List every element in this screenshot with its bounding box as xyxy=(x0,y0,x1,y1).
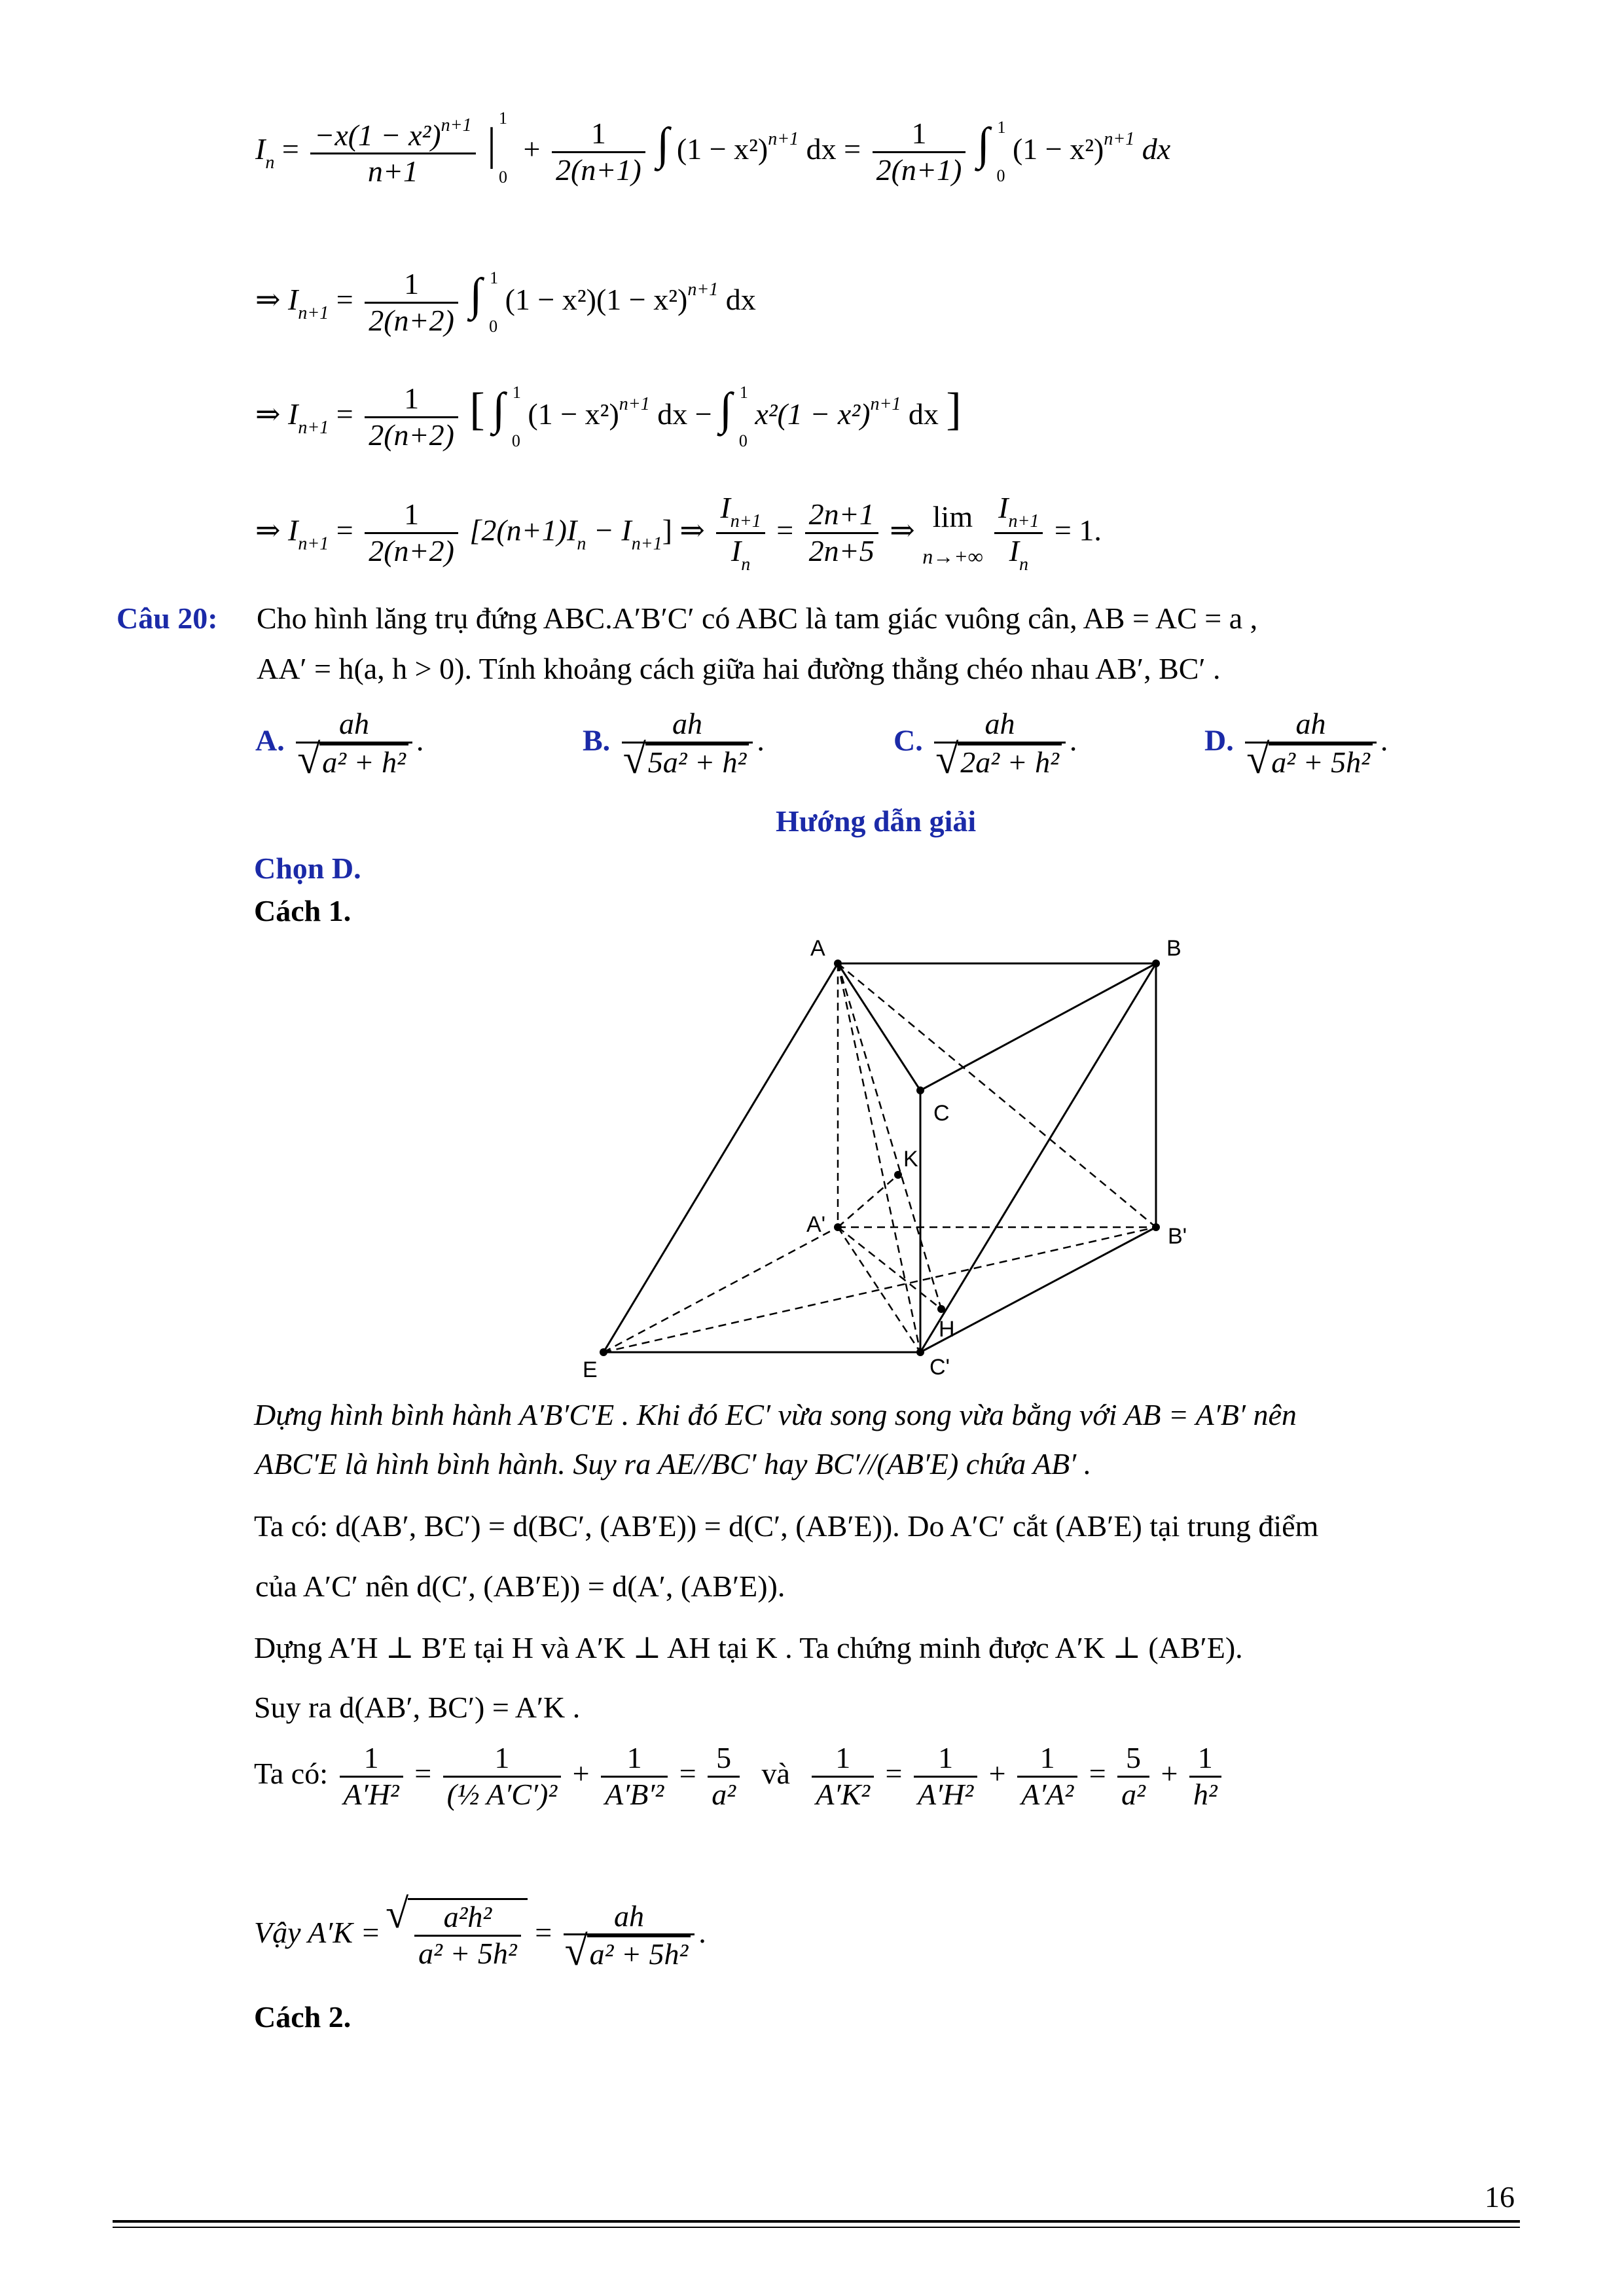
integral-sign-icon: ∫ xyxy=(657,119,670,170)
footer-rule-thin xyxy=(113,2227,1520,2228)
solution-paragraph-3: Ta có: d(AB′, BC′) = d(BC′, (AB′E)) = d(C′, (AB′E)). Do A′C′ cắt (AB′E) tại trung điểm xyxy=(254,1509,1319,1543)
point-K xyxy=(894,1171,902,1179)
vay-equation: Vậy A′K = √ $\frac{\text{a²h²}}{\text{a² + 5h²}}$ = ah √ a² + 5h² . xyxy=(254,1898,706,1972)
integral-line-4: ⇒ $I_{n+1}$ = $\frac{1}{2(n+2)}$ $[2(n+1)I_n - I_{n+1}]$ ⇒ $\frac{I_{n+1}}{I_n}$ = $\frac{2n+1}{2n+5}$ ⇒ lim n→+∞ $\frac{I_{n+1}}{I_n}$ = 1. xyxy=(255,491,1102,575)
point-A1 xyxy=(834,1223,842,1231)
prism-diagram xyxy=(563,929,1204,1401)
edge-EA1 xyxy=(604,1227,838,1352)
question-line-1: Cho hình lăng trụ đứng ABC.A′B′C′ có ABC là tam giác vuông cân, AB = AC = a , xyxy=(257,601,1258,635)
point-C xyxy=(916,1086,924,1094)
edge-BC1 xyxy=(920,963,1156,1352)
option-d[interactable]: D. ah √ a² + 5h² . xyxy=(1204,707,1388,780)
integral-sign-icon: ∫ xyxy=(977,119,990,170)
solution-paragraph-6: Suy ra d(AB′, BC′) = A′K . xyxy=(254,1691,581,1724)
edge-C1B1 xyxy=(920,1227,1156,1352)
option-b[interactable]: B. ah √ 5a² + h² . xyxy=(583,707,765,780)
question-label: Câu 20: xyxy=(117,601,218,635)
edge-CB xyxy=(920,963,1156,1090)
point-E xyxy=(600,1348,607,1356)
integral-line-3: ⇒ $I_{n+1}$ = $\frac{1}{2(n+2)}$ [ ∫ $^1_0$ $(1 - x^2)^{n+1}$ dx − ∫ $^1_0$ $x^2(1 - x^2)^{n+1}$ dx ] xyxy=(255,382,962,452)
edge-EB1 xyxy=(604,1227,1156,1352)
label-H: H xyxy=(939,1317,955,1342)
label-K: K xyxy=(903,1147,918,1172)
solution-paragraph-4: của A′C′ nên d(C′, (AB′E)) = d(A′, (AB′E)). xyxy=(255,1570,785,1603)
solution-paragraph-1: Dựng hình bình hành A′B′C′E . Khi đó EC′ vừa song song vừa bằng với AB = A′B′ nên xyxy=(254,1398,1297,1431)
point-C1 xyxy=(916,1348,924,1356)
point-H xyxy=(937,1305,945,1313)
label-C1: C' xyxy=(929,1355,950,1380)
solution-paragraph-5: Dựng A′H ⊥ B′E tại H và A′K ⊥ AH tại K . Ta chứng minh được A′K ⊥ (AB′E). xyxy=(254,1631,1243,1664)
label-B: B xyxy=(1166,936,1182,961)
method-2-heading: Cách 2. xyxy=(254,2000,352,2034)
option-c[interactable]: C. ah √ 2a² + h² . xyxy=(893,707,1077,780)
label-A1: A' xyxy=(806,1212,826,1237)
edge-AE xyxy=(604,963,838,1352)
option-a[interactable]: A. ah √ a² + h² . xyxy=(255,707,424,780)
point-A xyxy=(834,960,842,967)
footer-rule-thick xyxy=(113,2220,1520,2223)
edge-AC xyxy=(838,963,920,1090)
chosen-answer: Chọn D. xyxy=(254,852,361,885)
integral-line-2: ⇒ $I_{n+1}$ = $\frac{1}{2(n+2)}$ ∫ $^1_0$ $(1 - x^2)(1 - x^2)^{n+1}$ dx xyxy=(255,267,756,337)
question-line-2: AA′ = h(a, h > 0). Tính khoảng cách giữa hai đường thẳng chéo nhau AB′, BC′ . xyxy=(257,652,1221,685)
page-number: 16 xyxy=(1485,2180,1515,2214)
integral-sign-icon: ∫ xyxy=(469,270,482,320)
label-E: E xyxy=(583,1357,598,1382)
taco-equation: Ta có: $\frac{1}{\text{A′H²}}$ = $\frac{1}{\text{(½ A′C′)²}}$ + $\frac{1}{\text{A′B′²}}$ = $\frac{5}{\text{a²}}$ và $\frac{1}{\text{A′K²}}$ = $\frac{1}{\text{A′H²}}$ + $\frac{1}{\text{A′A²}}$ = $\frac{5}{\text{a²}}$ + $\frac{1}{\text{h²}}$ xyxy=(254,1741,1225,1812)
integral-line-1: $I_n$ = $\frac{-x(1 - x^2)^{n+1}}{n+1}$ | 1 0 + $\frac{1}{2(n+1)}$ ∫ $(1 - x^2)^{n+1}$ dx = $\frac{1}{2(n+1)}$ ∫ $^1_0$ $(1 - x^2)^{n+1}$ dx xyxy=(255,109,1171,188)
label-B1: B' xyxy=(1168,1224,1187,1249)
point-B1 xyxy=(1152,1223,1160,1231)
label-C: C xyxy=(933,1101,950,1126)
edge-A1H xyxy=(838,1227,941,1309)
method-1-heading: Cách 1. xyxy=(254,894,352,927)
point-B xyxy=(1152,960,1160,967)
solution-paragraph-2: ABC′E là hình bình hành. Suy ra AE//BC′ hay BC′//(AB′E) chứa AB′ . xyxy=(255,1447,1092,1480)
integral-sign-icon: ∫ xyxy=(492,384,505,435)
label-A: A xyxy=(810,936,825,961)
integral-sign-icon: ∫ xyxy=(719,384,732,435)
edge-AH xyxy=(838,963,941,1309)
solution-heading: Hướng dẫn giải xyxy=(776,804,977,838)
